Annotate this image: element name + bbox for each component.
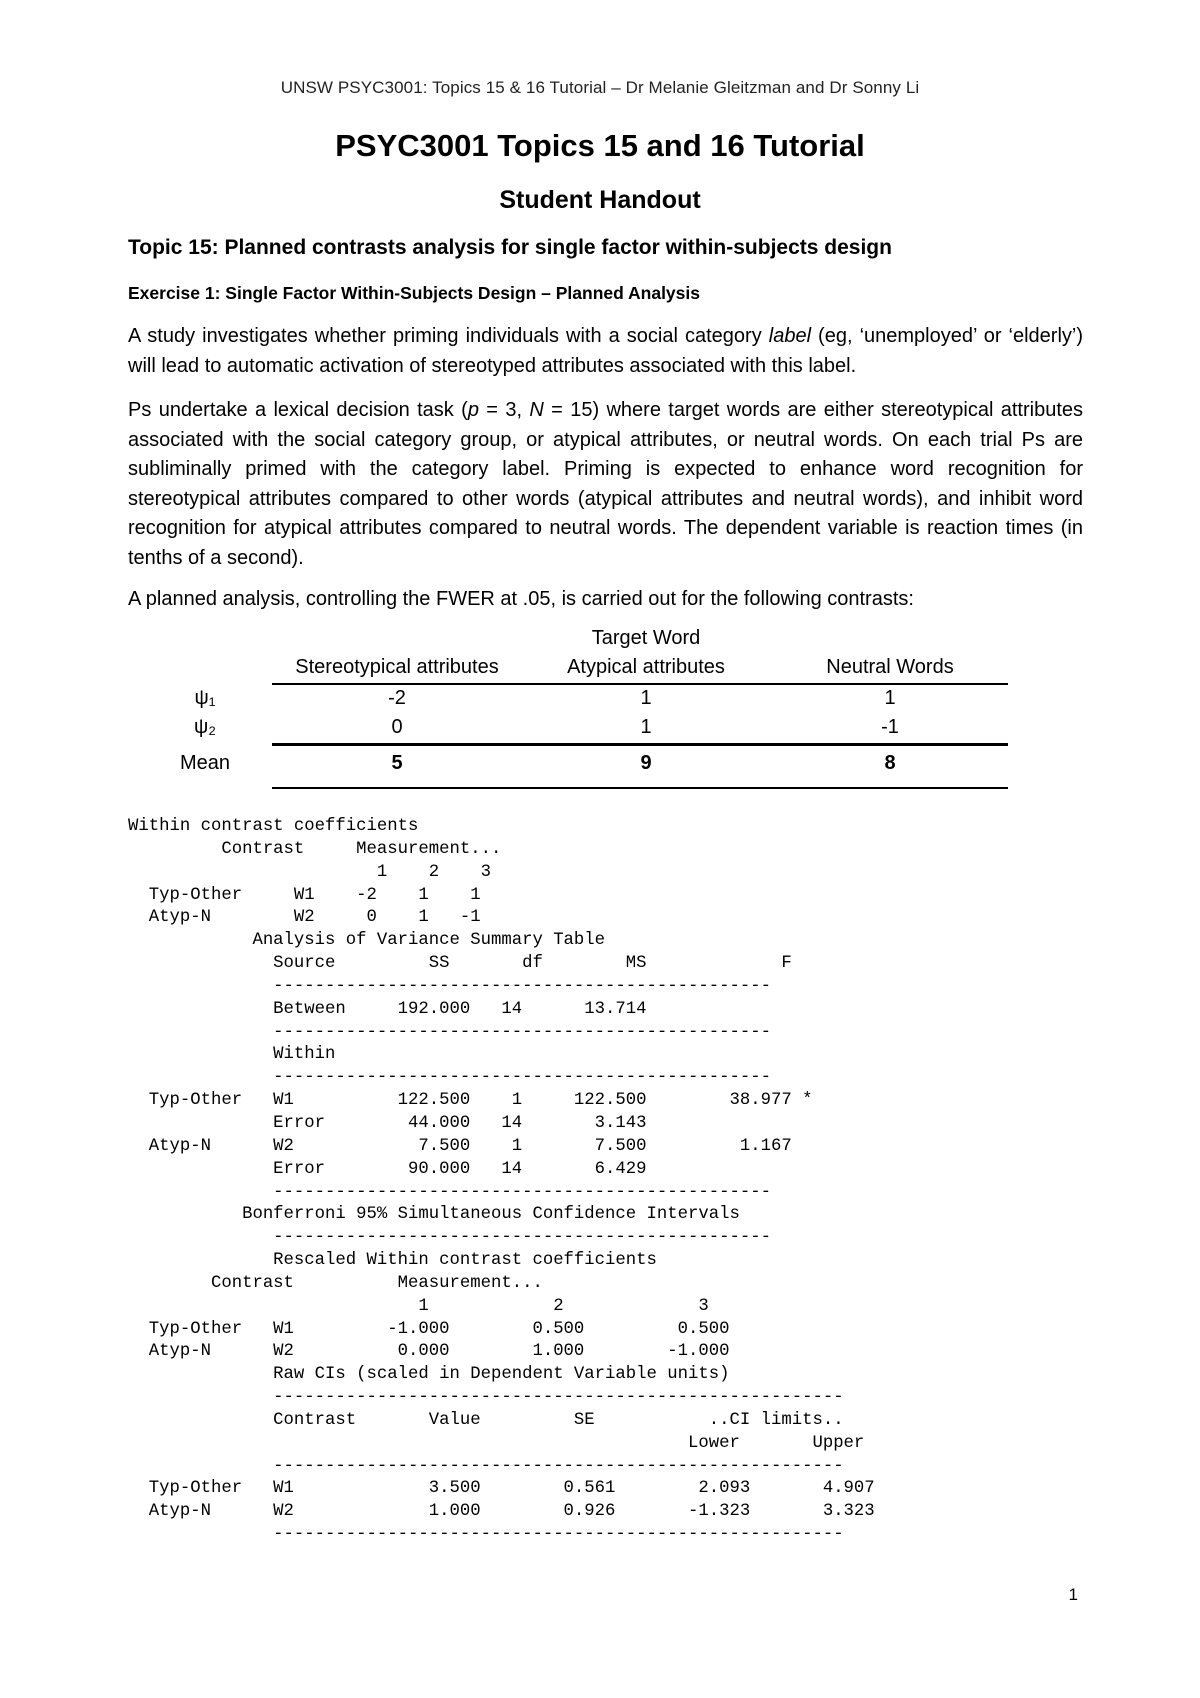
- table-cell: 1: [884, 687, 896, 709]
- table-bottom-rule: [272, 787, 1008, 789]
- para1-text-b: (eg, ‘unemployed’ or ‘elderly’) will lead to automatic activation of stereotyped attributes associated with this label.: [128, 325, 1084, 377]
- output-line: -------------------------------------------------------: [128, 1525, 844, 1545]
- output-line: Rescaled Within contrast coefficients: [128, 1251, 657, 1271]
- output-line: Atyp-N W2 1.000 0.926 -1.323 3.323: [128, 1502, 875, 1522]
- output-line: Within contrast coefficients: [128, 817, 419, 836]
- para2-text-c: = 15) where target words are either stereotypical attributes associated with the social category group, or atypical attributes, or neutral words. On each trial Ps are subliminally primed with the category label. Priming is expected to enhance word recognition for stereotypical attributes compared to other words (atypical attributes and neutral words), and inhibit word recognition for atypical attributes compared to neutral words. The dependent variable is reaction times (in tenths of a second).: [128, 399, 1084, 569]
- para2-p-symbol: p: [467, 399, 479, 421]
- table-cell: 5: [391, 752, 403, 774]
- exercise-heading: Exercise 1: Single Factor Within-Subjects Design – Planned Analysis: [128, 283, 700, 303]
- column-header: Stereotypical attributes: [295, 656, 499, 678]
- table-row-psi2: [140, 716, 1005, 746]
- topic-heading: Topic 15: Planned contrasts analysis for single factor within-subjects design: [128, 236, 892, 259]
- table-row-mean: [140, 752, 1005, 782]
- document-subtitle: Student Handout: [499, 186, 701, 214]
- psy-output-block: [128, 816, 875, 1547]
- output-line: Lower Upper: [128, 1433, 865, 1453]
- row-label: Mean: [179, 752, 231, 774]
- output-line: Source SS df MS F: [128, 954, 792, 974]
- output-line: Typ-Other W1 -2 1 1: [128, 885, 481, 905]
- row-label: ψ₁: [194, 687, 216, 709]
- page-number: 1: [1068, 1585, 1078, 1604]
- table-row-psi1: [140, 687, 1005, 717]
- column-header: Atypical attributes: [567, 656, 725, 678]
- para1-label-word: label: [768, 325, 812, 347]
- output-line: Within: [128, 1045, 336, 1065]
- output-line: Error 44.000 14 3.143: [128, 1113, 647, 1133]
- paragraph-study-description: [128, 322, 1083, 381]
- output-line: Raw CIs (scaled in Dependent Variable units): [128, 1365, 730, 1385]
- output-line: ------------------------------------------------: [128, 976, 771, 996]
- output-line: Contrast Measurement...: [128, 1273, 543, 1293]
- output-line: ------------------------------------------------: [128, 1022, 771, 1042]
- output-line: Analysis of Variance Summary Table: [128, 931, 606, 951]
- target-word-header: Target Word: [591, 627, 701, 649]
- output-line: Between 192.000 14 13.714: [128, 999, 647, 1019]
- output-line: Typ-Other W1 -1.000 0.500 0.500: [128, 1319, 730, 1339]
- output-line: ------------------------------------------------: [128, 1068, 771, 1088]
- output-line: Atyp-N W2 7.500 1 7.500 1.167: [128, 1136, 792, 1156]
- output-line: Atyp-N W2 0 1 -1: [128, 908, 481, 928]
- table-cell: 1: [640, 687, 652, 709]
- table-column-header-row: [140, 656, 1005, 686]
- output-line: 1 2 3: [128, 1296, 709, 1316]
- output-line: Typ-Other W1 122.500 1 122.500 38.977 *: [128, 1091, 813, 1111]
- table-cell: 1: [640, 716, 652, 738]
- output-line: Typ-Other W1 3.500 0.561 2.093 4.907: [128, 1479, 875, 1499]
- output-line: ------------------------------------------------: [128, 1182, 771, 1202]
- running-header: UNSW PSYC3001: Topics 15 & 16 Tutorial – Dr Melanie Gleitzman and Dr Sonny Li: [280, 78, 920, 97]
- output-line: -------------------------------------------------------: [128, 1456, 844, 1476]
- output-line: Contrast Value SE ..CI limits..: [128, 1410, 844, 1430]
- output-line: 1 2 3: [128, 862, 491, 882]
- para2-n-symbol: N: [529, 399, 544, 421]
- table-header-rule: [272, 683, 1008, 685]
- output-line: Contrast Measurement...: [128, 839, 502, 859]
- output-line: Bonferroni 95% Simultaneous Confidence Intervals: [128, 1205, 740, 1225]
- table-cell: 8: [884, 752, 896, 774]
- output-line: -------------------------------------------------------: [128, 1388, 844, 1408]
- output-line: Error 90.000 14 6.429: [128, 1159, 647, 1179]
- output-line: Atyp-N W2 0.000 1.000 -1.000: [128, 1342, 730, 1362]
- para2-text-b: = 3,: [478, 399, 530, 421]
- table-mean-rule: [272, 743, 1008, 746]
- paragraph-task-description: [128, 396, 1083, 573]
- para1-text-a: A study investigates whether priming individuals with a social category: [128, 325, 769, 347]
- document-title: PSYC3001 Topics 15 and 16 Tutorial: [335, 128, 865, 163]
- row-label: ψ₂: [193, 716, 217, 738]
- para2-text-a: Ps undertake a lexical decision task (: [128, 399, 468, 421]
- output-line: ------------------------------------------------: [128, 1228, 771, 1248]
- table-cell: 0: [391, 716, 403, 738]
- table-cell: 9: [640, 752, 652, 774]
- column-header: Neutral Words: [826, 656, 954, 678]
- table-cell: -1: [881, 716, 899, 738]
- table-group-header-row: [140, 627, 1005, 657]
- table-cell: -2: [388, 687, 406, 709]
- paragraph-planned-analysis: A planned analysis, controlling the FWER at .05, is carried out for the following contrasts:: [128, 588, 914, 610]
